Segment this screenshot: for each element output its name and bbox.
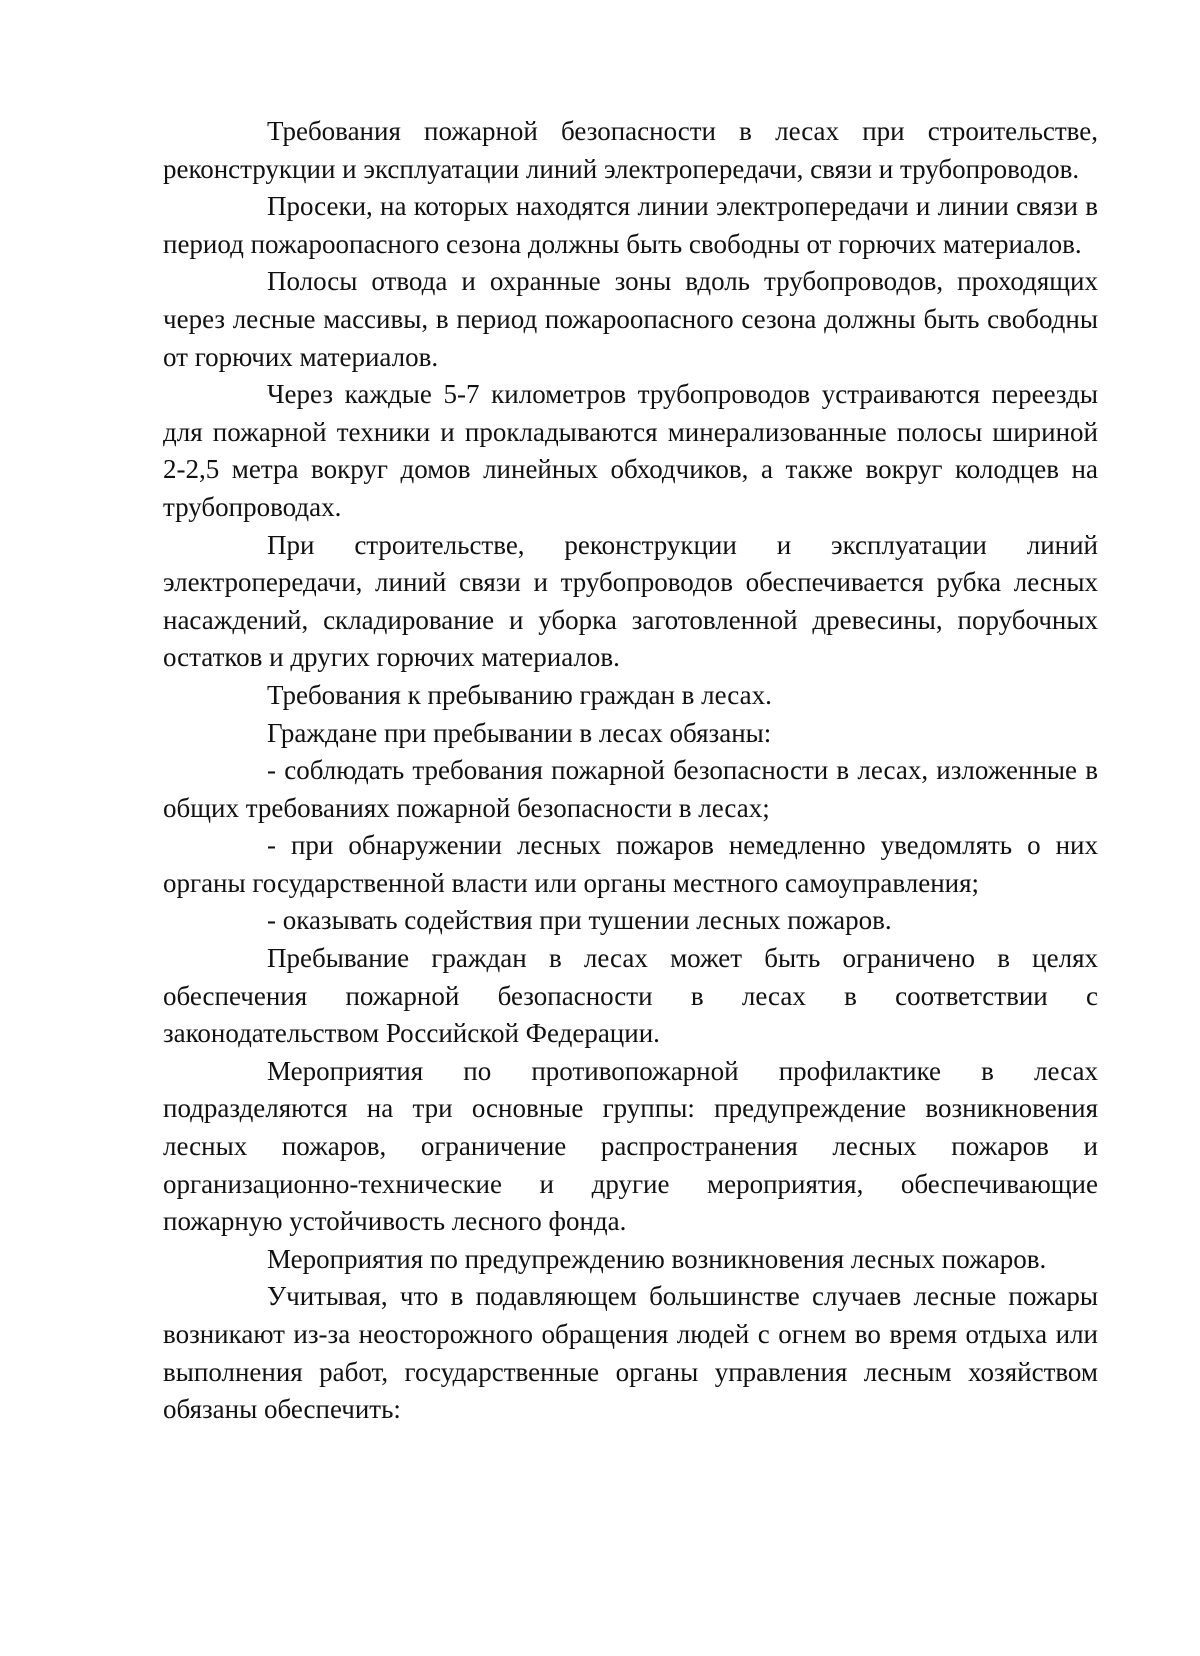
paragraph-prevention-groups: Мероприятия по противопожарной профилактике в лесах подразделяются на три основные группы: предупреждение возникновения лесных пожаров, ограничение распространения лесных пожаров и организационно-технические и другие мероприятия, обеспечивающие пожарную устойчивость лесного фонда. (163, 1055, 1098, 1237)
list-item-assist: - оказывать содействия при тушении лесных пожаров. (267, 905, 892, 936)
paragraph-construction: При строительстве, реконструкции и эксплуатации линий электропередачи, линий связи и трубопроводов обеспечивается рубка лесных насаждений, складирование и уборка заготовленной древесины, порубочных остатков и других горючих материалов. (163, 529, 1098, 673)
paragraph-stay-restricted: Пребывание граждан в лесах может быть ограничено в целях обеспечения пожарной безопасности в лесах в соответствии с законодательством Российской Федерации. (163, 943, 1098, 1049)
list-item-comply: - соблюдать требования пожарной безопасности в лесах, изложенные в общих требованиях пожарной безопасности в лесах; (163, 755, 1098, 823)
paragraph-power-lines-heading: Требования пожарной безопасности в лесах при строительстве, реконструкции и эксплуатации линий электропередачи, связи и трубопроводов. (163, 116, 1098, 184)
paragraph-crossings: Через каждые 5-7 километров трубопроводов устраиваются переезды для пожарной техники и прокладываются минерализованные полосы шириной 2-2,5 метра вокруг домов линейных обходчиков, а также вокруг колодцев на трубопроводах. (163, 379, 1098, 522)
paragraph-authorities-obliged: Учитывая, что в подавляющем большинстве случаев лесные пожары возникают из-за неосторожного обращения людей с огнем во время отдыха или выполнения работ, государственные органы управления лесным хозяйством обязаны обеспечить: (163, 1281, 1098, 1425)
document-body (163, 113, 1098, 1429)
paragraph-prevention-heading: Мероприятия по предупреждению возникновения лесных пожаров. (267, 1243, 1047, 1274)
paragraph-citizens-obliged: Граждане при пребывании в лесах обязаны: (267, 717, 772, 748)
list-item-notify: - при обнаружении лесных пожаров немедленно уведомлять о них органы государственной власти или органы местного самоуправления; (163, 830, 1098, 898)
paragraph-pipeline-zones: Полосы отвода и охранные зоны вдоль трубопроводов, проходящих через лесные массивы, в период пожароопасного сезона должны быть свободны от горючих материалов. (163, 266, 1098, 372)
paragraph-citizens-heading: Требования к пребыванию граждан в лесах. (267, 679, 772, 710)
paragraph-clearings: Просеки, на которых находятся линии электропередачи и линии связи в период пожароопасного сезона должны быть свободны от горючих материалов. (163, 191, 1098, 259)
